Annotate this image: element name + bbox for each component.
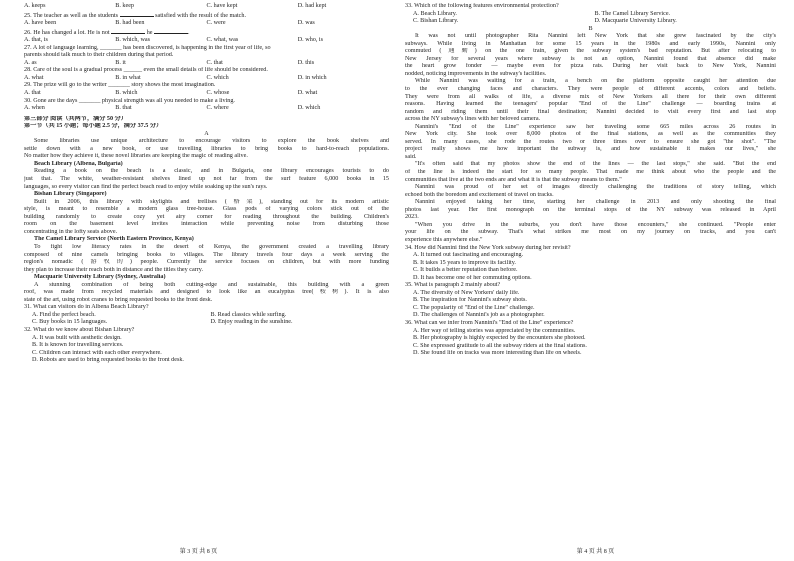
passage-line: across the NY subway's lines with her beloved camera. xyxy=(405,116,541,123)
passage-letter: B xyxy=(588,25,593,32)
q31-options xyxy=(24,319,389,327)
option: C. whose xyxy=(206,90,230,97)
option: C. where xyxy=(206,105,229,112)
q27-stem-line: parents should talk much to their children during that period. xyxy=(24,52,174,59)
option: A. Find the perfect beach. xyxy=(32,311,96,318)
option: B. it xyxy=(115,59,126,66)
option: D. Enjoy reading in the sunshine. xyxy=(210,319,293,326)
section-subtitle: 第一节（共 15 小题；每小题 2.5 分，满分 37.5 分） xyxy=(24,123,163,130)
option: B. that xyxy=(115,105,132,112)
option: A. as xyxy=(24,59,37,66)
passage-line: building randomly to create cozy yet airy corner for reading throughout the building. Children's xyxy=(24,213,389,220)
option: D. which xyxy=(297,105,321,112)
passage-line: composed of nine camels bringing books to villages. The library travels four days a week serving the xyxy=(24,251,389,258)
library-heading: Macquarie University Library (Sydney, Australia) xyxy=(34,274,166,281)
passage-line: A stunning combination of being both cutting-edge and sustainable, this building with a green xyxy=(34,281,389,288)
q30-options xyxy=(24,105,389,113)
passage-line: just that. The white, weather-resistant shelves lined up not far from the surf feature 6,000 books in 15 xyxy=(24,176,389,183)
passage-line: random and riding them until their final destination; Nannini decided to visit every first and last stop xyxy=(405,108,776,115)
q34-stem: 34. How did Nannini find the New York subway during her revisit? xyxy=(405,244,571,251)
passage-line: of the line is indeed the start for so many people. That made me think about who the people and the xyxy=(405,169,776,176)
option: C. what, was xyxy=(206,37,239,44)
passage-line: roof, was made from recycled materials and designed to look like an eucalyptus tree(桉树). It is also xyxy=(24,289,389,296)
option: B. The Camel Library Service. xyxy=(594,10,671,17)
q26-options xyxy=(24,37,389,45)
passage-line: Reading a book on the beach is a classic, and in Bulgaria, one library encourages tourists to do xyxy=(34,168,389,175)
q28-options xyxy=(24,75,389,83)
option: B. which, was xyxy=(115,37,151,44)
passage-line: Nannini's "End of the Line" experience saw her traveling some 665 miles across 26 routes in xyxy=(415,123,776,130)
option: A. Beach Library. xyxy=(413,10,457,17)
option: D. in which xyxy=(297,74,327,81)
option: B. in what xyxy=(115,74,141,81)
option: C. Buy books in 15 languages. xyxy=(32,319,108,326)
right-page xyxy=(397,0,794,561)
passage-line: reasons. Having learned the teenagers' popular "End of the Line" challenge — boarding trains at xyxy=(405,101,776,108)
passage-line: Some libraries use unique architecture to encourage visitors to explore the book shelves and xyxy=(34,138,389,145)
q27-options xyxy=(24,60,389,68)
option: D. this xyxy=(297,59,315,66)
passage-line: communities that live at the two ends are and what it is that the subway means to them." xyxy=(405,176,622,183)
passage-line: echoed both the boredom and excitement of travel on tracks. xyxy=(405,191,554,198)
passage-line: It was not until photographer Rita Nannini left New York that she grew fascinated by the city's xyxy=(415,33,776,40)
q28-stem: 28. Care of the soul is a gradual process ______ even the small details of life should be considered. xyxy=(24,67,268,74)
option: D. Robots are used to bring requested books to the front desk. xyxy=(32,357,184,364)
option: D. The challenges of Nannini's job as a photographer. xyxy=(413,312,545,319)
passage-line: room on the basement level invites interaction while preventing noise from disturbing those xyxy=(24,221,389,228)
passage-line: "It's often said that my photos show the end of the lines — the last stops," she said. "But the end xyxy=(415,161,776,168)
passage-line: commuted (通勤) on the one train, given the subway system's bad reputation. But after relocating to xyxy=(405,48,776,55)
option: A. when xyxy=(24,105,45,112)
passage-line: nodded, noticing improvements in the subway's facilities. xyxy=(405,70,547,77)
passage-letter: A xyxy=(204,130,209,137)
passage-line: to the ever changing faces and characters. They were people of different accents, colors and beliefs. xyxy=(405,86,776,93)
library-heading: Bishan Library (Singapore) xyxy=(34,191,107,198)
passage-line: state of the art, using robot cranes to bring requested books to the front desk. xyxy=(24,296,213,303)
passage-line: they plan to increase their reach both in distance and the titles they carry. xyxy=(24,266,203,273)
option: C. It builds a better reputation than before. xyxy=(413,267,518,274)
option: C. Children can interact with each other everywhere. xyxy=(32,349,162,356)
option: B. Read classics while surfing. xyxy=(210,311,287,318)
q33-options xyxy=(405,11,776,19)
q27-stem-line: 27. A lot of language learning, _______ has been discovered, is happening in the first year of life, so xyxy=(24,44,271,51)
option: B. which xyxy=(115,90,138,97)
passage-line: photos last year. Her first monograph on the terminal stops of the NY subway was released in April xyxy=(405,206,776,213)
option: D. She found life on tracks was more interesting than life on wheels. xyxy=(413,350,582,357)
passage-line: They were from all walks of life, a diverse mix of New Yorkers all there for their own different xyxy=(405,93,776,100)
passage-line: settle down with a new book, or use travelling libraries to bring books to hard-to-reach populations. xyxy=(24,145,389,152)
passage-line: "When you drive in the suburbs, you don't have those encounters," she continued. "People enter xyxy=(415,221,776,228)
q29-stem: 29. The prize will go to the writer _______ story shows the most imagination. xyxy=(24,82,216,89)
passage-line: Nannini enjoyed taking her time, starting her challenge in 2013 and only shooting the final xyxy=(415,199,776,206)
option: C. Bishan Library. xyxy=(413,18,459,25)
q36-stem: 36. What can we infer from Nannini's "End of the Line" experience? xyxy=(405,319,574,326)
option: C. The popularity of "End of the Line" challenge. xyxy=(413,304,535,311)
passage-line: languages, so every visitor can find the perfect beach read to enjoy while soaking up the sun's rays. xyxy=(24,183,268,190)
q32-stem: 32. What do we know about Bishan Library? xyxy=(24,326,135,333)
passage-line: project really shows me how important the subway is, and how sustainable it makes our lives," she xyxy=(405,146,776,153)
option: B. keep xyxy=(115,3,135,9)
passage-line: region's nomadic (游牧的) people. Currently the service focuses on children, but with more funding xyxy=(24,259,389,266)
option: D. It has become one of her commuting options. xyxy=(413,274,532,281)
option: D. who, is xyxy=(297,37,323,44)
passage-line: your life on the subway. That's what strikes me most on my journey on tracks, and you can't xyxy=(405,229,776,236)
q35-stem: 35. What is paragraph 2 mainly about? xyxy=(405,282,501,289)
option: A. It turned out fascinating and encouraging. xyxy=(413,252,524,259)
passage-line: served. In many cases, she rode the routes two or three times over to ensure she got "the shot". "The xyxy=(405,138,776,145)
option: A. Her way of telling stories was appreciated by the communities. xyxy=(413,327,576,334)
option: B. It is known for travelling services. xyxy=(32,342,124,349)
option: A. It was built with aesthetic design. xyxy=(32,334,122,341)
q31-options xyxy=(24,312,389,320)
section-title: 第三部分 阅读（共两节，满分 50 分） xyxy=(24,115,127,122)
option: C. have kept xyxy=(206,3,238,9)
passage-line: 2023. xyxy=(405,214,419,221)
passage-line: To fight low literacy rates in the desert of Kenya, the government created a travelling library xyxy=(34,243,389,250)
option: C. which xyxy=(206,74,229,81)
option: B. had been xyxy=(115,20,145,27)
passage-line: Nannini was proud of her set of images directly challenging the traditions of story telling, which xyxy=(415,184,776,191)
option: A. keeps xyxy=(24,3,46,9)
q33-options xyxy=(405,18,776,26)
q29-options xyxy=(24,90,389,98)
library-heading: The Camel Library Service (North Eastern Province, Kenya) xyxy=(34,236,194,243)
option: B. It takes 15 years to improve its facility. xyxy=(413,259,516,266)
passage-line: No matter how they achieve it, these novel libraries are keeping the magic of reading alive. xyxy=(24,153,248,160)
option: A. that xyxy=(24,90,41,97)
option: A. have been xyxy=(24,20,57,27)
option: D. had kept xyxy=(297,3,327,9)
option: A. The diversity of New Yorkers' daily life. xyxy=(413,289,520,296)
option: A. that, is xyxy=(24,37,48,44)
passage-line: New Jersey for several years where subway is not an option, Nannini found that absence did make xyxy=(405,55,776,62)
q25-stem: 25. The teacher as well as the students satisfied with the result of the match. xyxy=(24,12,247,19)
passage-line: New York city. She took over 8,000 photos of the final stations, as well as the communities they xyxy=(405,131,776,138)
page-number: 第 4 页 共 8 页 xyxy=(576,549,615,555)
q33-stem: 33. Which of the following features environmental protection? xyxy=(405,3,559,9)
option: C. that xyxy=(206,59,223,66)
q26-stem: 26. He has changed a lot. He is not he . xyxy=(24,29,190,36)
option: C. were xyxy=(206,20,226,27)
option: B. The inspiration for Nannini's subway shots. xyxy=(413,297,527,304)
library-heading: Beach Library (Albena, Bulgaria) xyxy=(34,160,123,167)
q31-stem: 31. What can visitors do in Albena Beach Library? xyxy=(24,304,149,311)
option: C. She expressed gratitude to all the subway riders at the final stations. xyxy=(413,342,587,349)
option: B. Her photography is highly expected by the encounters she photoed. xyxy=(413,335,586,342)
q24-options xyxy=(24,3,389,11)
page-number: 第 3 页 共 8 页 xyxy=(179,549,218,555)
passage-line: style, is meant to resemble a modern glass tree-house. Glass pods of varying colors stick out of the xyxy=(24,206,389,213)
option: A. what xyxy=(24,74,44,81)
passage-line: experience this anywhere else." xyxy=(405,236,483,243)
passage-line: the heart grow fonder — maybe even for pizza rats. During her visit back to New York, Nannini xyxy=(405,63,776,70)
option: D. Macquarie University Library. xyxy=(594,18,677,25)
passage-line: said. xyxy=(405,153,417,160)
q30-stem: 30. Gone are the days _______ physical strength was all you needed to make a living. xyxy=(24,97,235,104)
option: D. was xyxy=(297,20,315,27)
passage-line: Built in 2006, this library with skylights and trellises (格架), standing out for its modern artistic xyxy=(34,198,389,205)
passage-line: While Nannini was waiting for a train, a bench on the platform opposite caught her attention due xyxy=(415,78,776,85)
q25-options xyxy=(24,20,389,28)
passage-line: concentrating in the lofty seats above. xyxy=(24,228,118,235)
passage-line: subways. While living in Manhattan for some 15 years in the 1980s and early 1990s, Nannini only xyxy=(405,40,776,47)
option: D. what xyxy=(297,90,318,97)
